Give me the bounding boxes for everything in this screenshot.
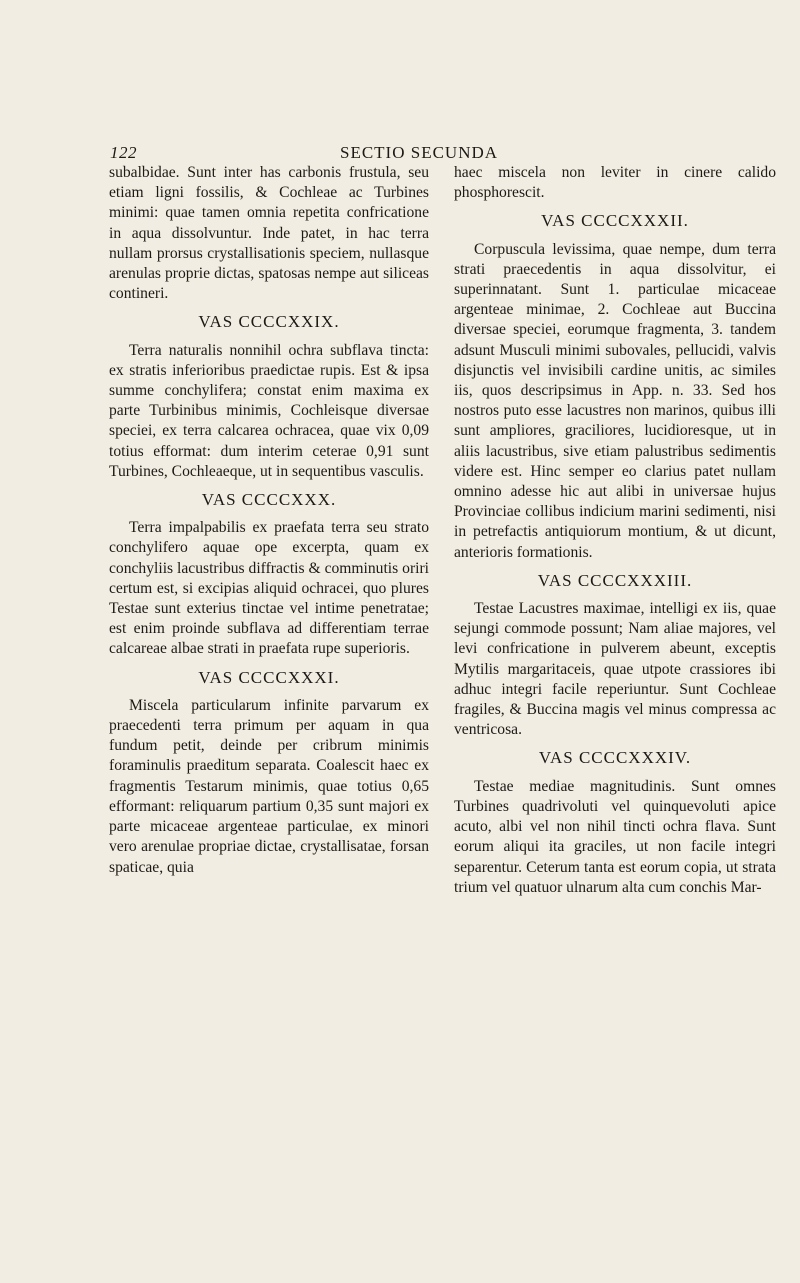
paragraph: Miscela particularum infinite parvarum ex praecedenti terra primum per aquam in qua fundum petit, deinde per cribrum minimis foraminulis praeditum separata. Coalescit haec ex fragmentis Testarum minimis, quae totius 0,65 efformant: reliquarum partium 0,35 sunt majori ex parte micaceae argenteae particulae, ex minori vero arenulae propriae dictae, crystallisatae, forsan spaticae, quia [109,696,429,876]
paragraph: Terra impalpabilis ex praefata terra seu strato conchylifero aquae ope excerpta, quam ex conchyliis lacustribus diffractis & comminutis oriri certum est, si excipias aliquid ochracei, quo plures Testae sunt exterius tinctae vel intime penetratae; est enim proinde subflava ad differentiam terrae calcareae albae strati in praefata rupe superioris. [109,519,429,658]
right-column [454,163,776,898]
paragraph: Terra naturalis nonnihil ochra subflava tincta: ex stratis inferioribus praedictae rupis. Est & ipsa summe conchylifera; constat enim maxima ex parte Turbinibus minimis, Cochleisque diversae speciei, ex terra calcarea ochracea, quae vix 0,09 totius efformat: dum interim ceterae 0,91 sunt Turbines, Cochleaeque, ut in sequentibus vasculis. [109,341,429,480]
vas-heading: VAS CCCCXXXII. [541,211,689,231]
vas-heading: VAS CCCCXXX. [201,490,337,510]
page-number: 122 [110,143,137,162]
paragraph: Testae mediae magnitudinis. Sunt omnes Turbines quadrivoluti vel quinquevoluti apice acuto, albi vel non nihil tincti ochra flava. Sunt eorum aliqui ita graciles, ut non facile integri separentur. Ceterum tanta est eorum copia, ut strata trium vel quatuor ulnarum alta cum conchis Mar- [454,777,776,896]
vas-heading: VAS CCCCXXXI. [198,667,340,687]
paragraph: subalbidae. Sunt inter has carbonis frustula, seu etiam ligni fossilis, & Cochleae ac Turbines minimi: quae tamen omnia repetita confricatione in aqua dissolvuntur. Inde patet, in hac terra nullam prorsus crystallisationis speciem, nullasque arenulas proprie dictas, spatosas nempe aut siliceas contineri. [109,164,429,303]
paragraph: Testae Lacustres maximae, intelligi ex iis, quae sejungi commode possunt; Nam aliae majores, vel levi confricatione in pulverem abeunt, exceptis Mytilis margaritaceis, quae utpote crassiores ibi adhuc integri facile reperiuntur. Sunt Cochleae fragiles, & Buccina magis vel minus compressa ac ventricosa. [454,600,776,739]
vas-heading: VAS CCCCXXXIV. [538,748,692,768]
vas-heading: VAS CCCCXXXIII. [537,570,693,590]
paragraph: haec miscela non leviter in cinere calido phosphorescit. [454,164,776,202]
vas-heading: VAS CCCCXXIX. [198,312,340,332]
paragraph: Corpuscula levissima, quae nempe, dum terra strati praecedentis in aqua dissolvitur, ei superinnatant. Sunt 1. particulae micaceae argenteae minimae, 2. Cochleae aut Buccina diversae speciei, eorumque fragmenta, 3. tandem adsunt Musculi minimi subovales, pellucidi, valvis disjunctis vel invisibili cardine unitis, ac similes iis, quos descripsimus in App. n. 33. Sed hos nostros puto esse lacustres non marinos, quibus illi sunt ampliores, graciliores, lucidioresque, ut in aliis lacustribus, sive etiam palustribus sedimentis videre est. Hinc semper eo clarius patet nullam omnino adesse hic aut alibi in universae hujus Provinciae collibus indicium marini sedimenti, nisi in petrefactis antiquiorum montium, & ut dicunt, anterioris formationis. [454,240,776,561]
section-title: SECTIO SECUNDA [340,143,499,162]
left-column [109,163,429,878]
